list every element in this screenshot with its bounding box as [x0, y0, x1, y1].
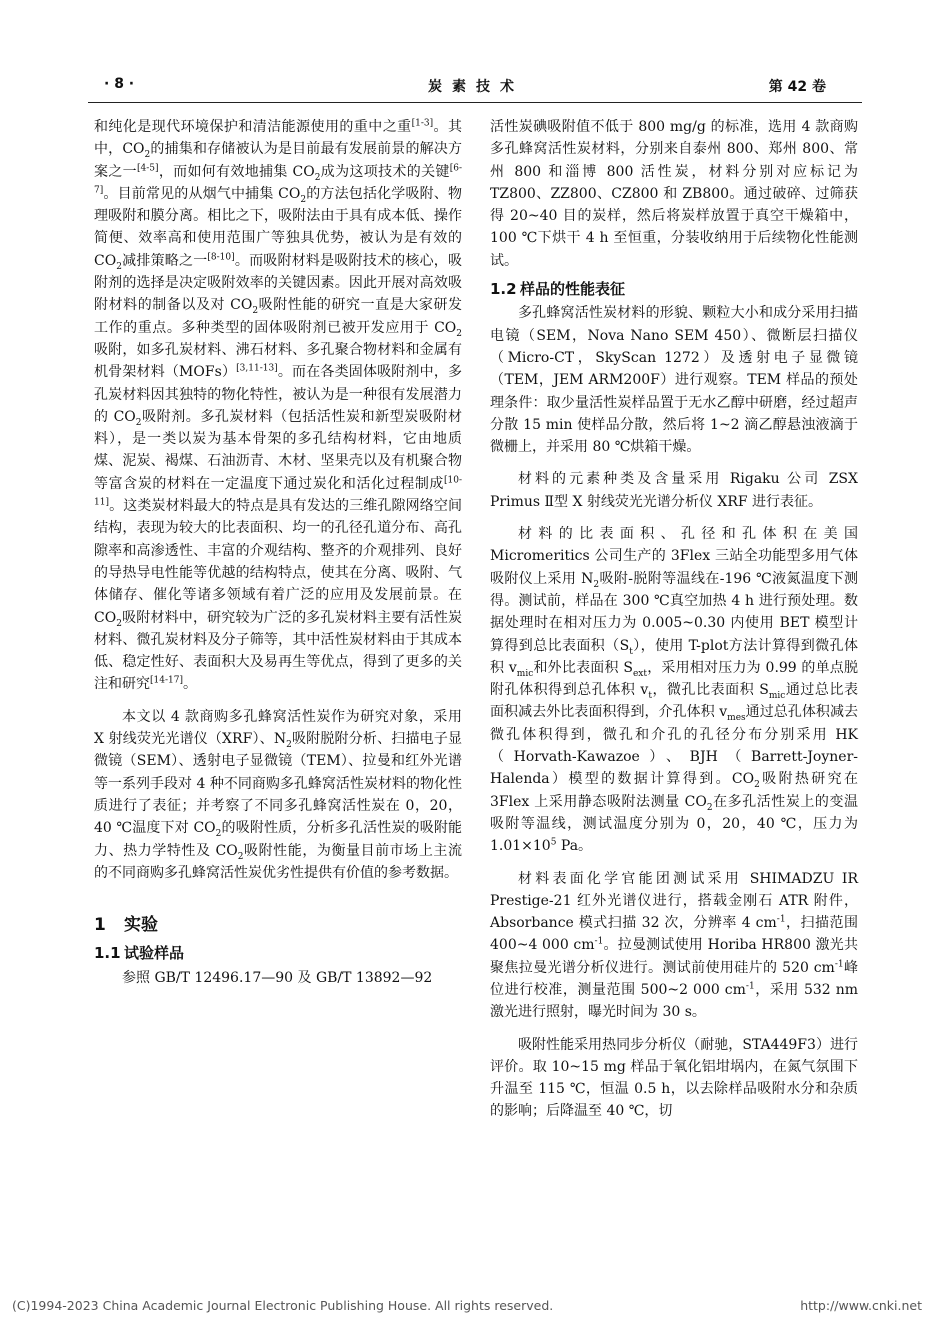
journal-title: 炭素技术 [428, 79, 524, 95]
intro-paragraph-2: 本文以 4 款商购多孔蜂窝活性炭作为研究对象，采用 X 射线荧光光谱仪（XRF）、$N_2$吸附脱附分析、扫描电子显微镜（SEM）、透射电子显微镜（TEM）、拉曼和红外光谱等一系列手段对 4 种不同商购多孔蜂窝活性炭材料的物化性质进行了表征；并考察了不同多孔蜂窝活性炭在 0，20，40 ℃温度下对 $CO_2$的吸附性质，分析多孔活性炭的吸附能力、热力学特性及 $CO_2$吸附性能，为衡量目前市场上主流的不同商购多孔蜂窝活性炭优劣性提供有价值的参考数据。 [94, 708, 463, 881]
morphology-paragraph: 多孔蜂窝活性炭材料的形貌、颗粒大小和成分采用扫描电镜（SEM，Nova Nano SEM 450）、微断层扫描仪（Micro-CT，SkyScan 1272）及透射电子显微镜（TEM，JEM ARM200F）进行观察。TEM 样品的预处理条件：取少量活性炭样品置于无水乙醇中研磨，经过超声分散 15 min 使样品分散，然后将 1~2 滴乙醇悬浊液滴于微栅上，并采用 80 ℃烘箱干燥。 [490, 305, 858, 456]
samples-paragraph-start: 参照 GB/T 12496.17—90 及 GB/T 13892—92 [122, 969, 433, 986]
xrf-paragraph: 材料的元素种类及含量采用 Rigaku 公司 ZSX Primus Ⅱ型 X 射线荧光光谱分析仪 XRF 进行表征。 [490, 471, 858, 510]
right-column [490, 116, 858, 1123]
cnki-link[interactable]: http://www.cnki.net [800, 1298, 922, 1313]
spectroscopy-paragraph: 材料表面化学官能团测试采用 SHIMADZU IR Prestige-21 红外光谱仪进行，搭载金刚石 ATR 附件，Absorbance 模式扫描 32 次，分辨率 4 $cm^{-1}$，扫描范围 400~4 000 $cm^{-1}$。拉曼测试使用 Horiba HR800 激光共聚焦拉曼光谱分析仪进行。测试前使用硅片的 520 $cm^{-1}$峰位进行校准，测量范围 500~2 000 $cm^{-1}$，采用 532 nm 激光进行照射，曝光时间为 30 s。 [490, 870, 859, 1021]
section-heading-experiment: 1 实验 [94, 915, 158, 936]
running-header [96, 76, 856, 98]
thermal-analysis-paragraph: 吸附性能采用热同步分析仪（耐驰，STA449F3）进行评价。取 10~15 mg 样品于氧化铝坩埚内，在氮气氛围下升温至 115 ℃，恒温 0.5 h，以去除样品吸附水分和杂质的影响；后降温至 40 ℃，切 [490, 1036, 858, 1120]
intro-paragraph-1: 和纯化是现代环境保护和清洁能源使用的重中之重[1-3]。其中，$CO_2$的捕集和存储被认为是目前最有发展前景的解决方案之一[4-5]，而如何有效地捕集 $CO_2$成为这项技术的关键[6-7]。目前常见的从烟气中捕集 $CO_2$的方法包括化学吸附、物理吸附和膜分离。相比之下，吸附法由于具有成本低、操作简便、效率高和使用范围广等独具优势，被认为是有效的 $CO_2$减排策略之一[8-10]。而吸附材料是吸附技术的核心，吸附剂的选择是决定吸附效率的关键因素。因此开展对高效吸附材料的制备以及对 $CO_2$吸附性能的研究一直是大家研发工作的重点。多种类型的固体吸附剂已被开发应用于 $CO_2$吸附，如多孔炭材料、沸石材料、多孔聚合物材料和金属有机骨架材料（MOFs）[3,11-13]。而在各类固体吸附剂中，多孔炭材料因其独特的物化特性，被认为是一种很有发展潜力的 $CO_2$吸附剂。多孔炭材料（包括活性炭和新型炭吸附材料），是一类以炭为基本骨架的多孔结构材料，它由地质煤、泥炭、褐煤、石油沥青、木材、坚果壳以及有机聚合物等富含炭的材料在一定温度下通过炭化和活化过程制成[10-11]。这类炭材料最大的特点是具有发达的三维孔隙网络空间结构，表现为较大的比表面积、均一的孔径孔道分布、高孔隙率和高渗透性、丰富的介观结构、整齐的介观排列、良好的导热导电性能等优越的结构特点，使其在分离、吸附、气体储存、催化等诸多领域有着广泛的应用及发展前景。在 $CO_2$吸附材料中，研究较为广泛的多孔炭材料主要有活性炭材料、微孔炭材料及分子筛等，其中活性炭材料由于其成本低、稳定性好、表面积大及易再生等优点，得到了更多的关注和研究[14-17]。 [94, 118, 463, 693]
subsection-heading-samples: 1.1 试验样品 [94, 944, 185, 963]
samples-paragraph-cont: 活性炭碘吸附值不低于 800 mg/g 的标准，选用 4 款商购多孔蜂窝活性炭材料，分别来自泰州 800、郑州 800、常州 800 和淄博 800 活性炭，材料分别对应标记为 TZ800、ZZ800、CZ800 和 ZB800。通过破碎、过筛获得 20~40 目的炭样，然后将炭样放置于真空干燥箱中，100 ℃下烘干 4 h 至恒重，分装收纳用于后续物化性能测试。 [490, 119, 858, 269]
subsection-heading-characterization: 1.2 样品的性能表征 [490, 280, 626, 299]
header-rule [88, 102, 862, 103]
copyright-text: (C)1994-2023 China Academic Journal Electronic Publishing House. All rights reserved. [12, 1298, 554, 1313]
page-number: · 8 · [104, 76, 135, 92]
bet-paragraph: 材料的比表面积、孔径和孔体积在美国 Micromeritics 公司生产的 3Flex 三站全功能型多用气体吸附仪上采用 $N_2$吸附-脱附等温线在-196 ℃液氮温度下测得。测试前，样品在 300 ℃真空加热 4 h 进行预处理。数据处理时在相对压力为 0.005~0.30 内使用 BET 模型计算得到总比表面积$(S_t)$，使用 T-plot方法计算得到微孔体积 $v_{mic}$和外比表面积 $S_{ext}$，采用相对压力为 0.99 的单点脱附孔体积得到总孔体积 $v_t$，微孔比表面积 $S_{mic}$通过总比表面积减去外比表面积得到，介孔体积 $v_{mes}$通过总孔体积减去微孔体积得到，微孔和介孔的孔径分布分别采用 HK（Horvath-Kawazoe）、BJH（Barrett-Joyner-Halenda）模型的数据计算得到。$CO_2$吸附热研究在 3Flex 上采用静态吸附法测量 $CO_2$在多孔活性炭上的变温吸附等温线，测试温度分别为 0，20，40 ℃，压力为 $1.01\times 10^5$ Pa。 [490, 526, 859, 855]
left-column [94, 116, 462, 989]
volume-label: 第 42 卷 [768, 79, 826, 95]
